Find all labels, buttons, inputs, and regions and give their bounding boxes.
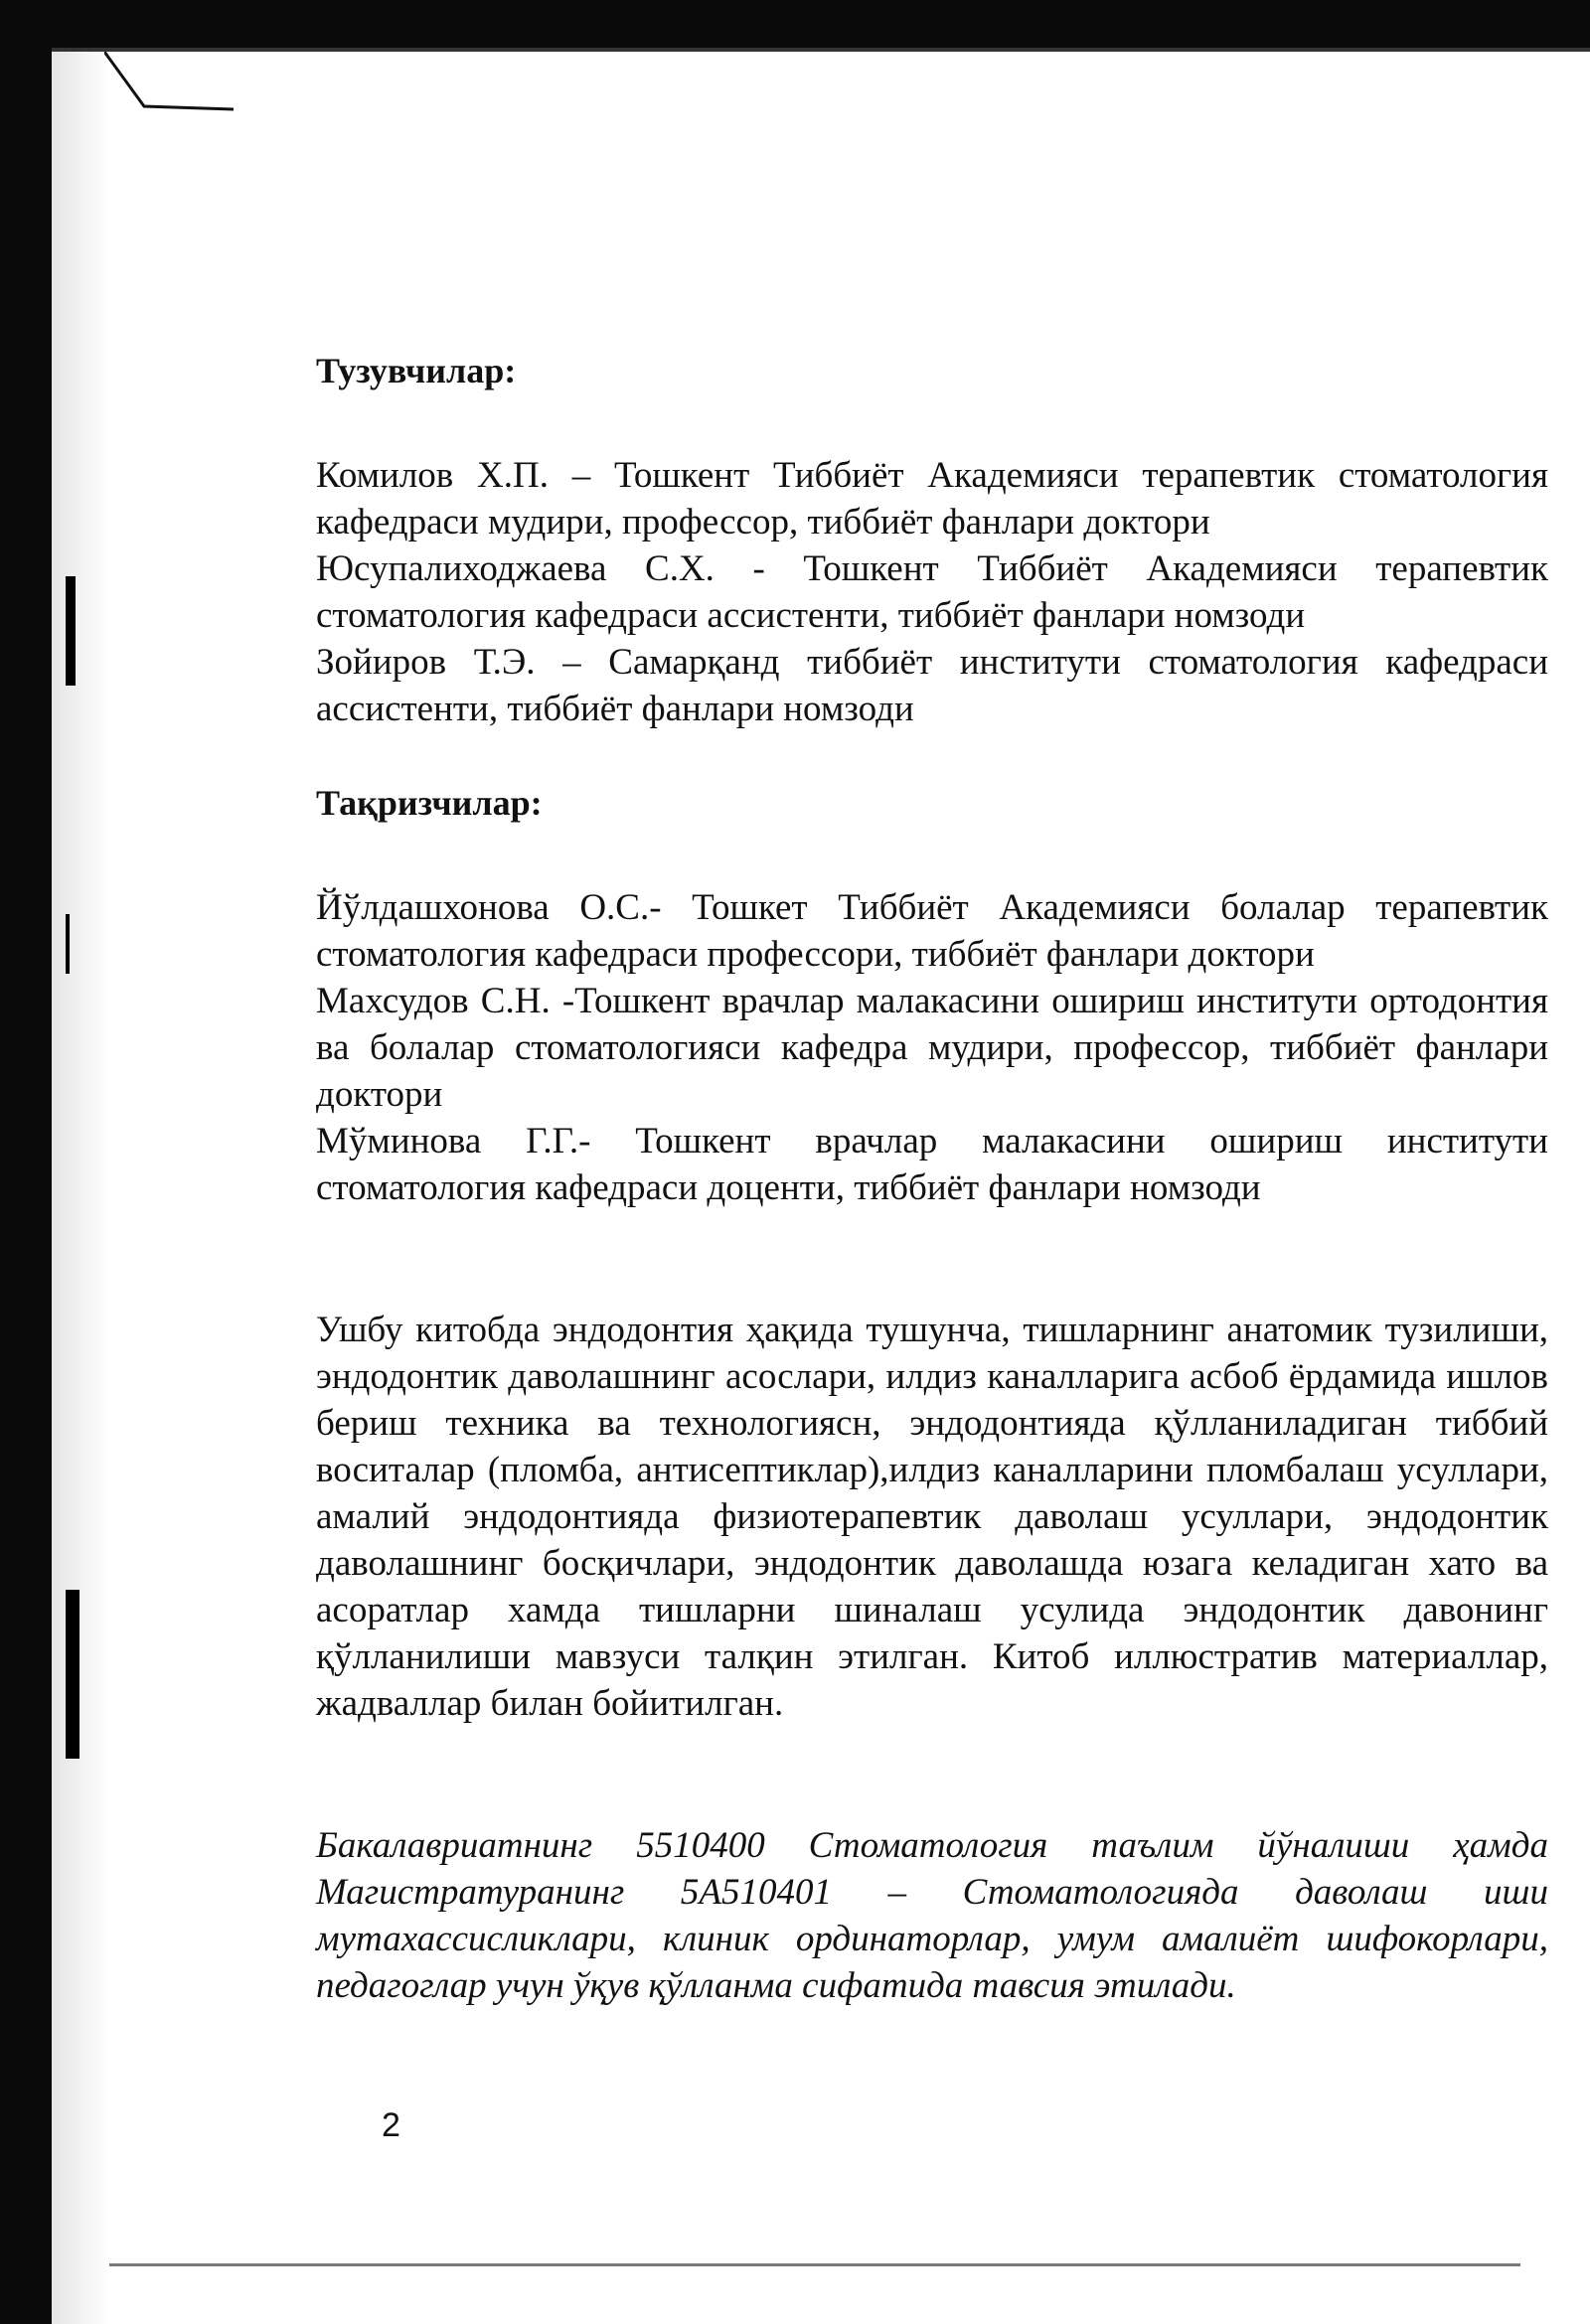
- recommendation-paragraph: Бакалавриатнинг 5510400 Стоматология таълим йўналиши ҳамда Магистратуранинг 5А510401 – Стоматологияда даволаш иши мутахассисликлари, клиник ординаторлар, умум амалиёт шифокорлари, педагоглар учун ўқув қўлланма сифатида тавсия этилади.: [316, 1825, 1548, 2006]
- scan-corner-mark: [104, 52, 234, 111]
- scan-bottom-line: [109, 2263, 1520, 2266]
- scan-border-left: [0, 0, 52, 2324]
- document-page: [316, 348, 1548, 2009]
- page-number: 2: [382, 2106, 400, 2144]
- reviewers-heading: Тақризчилар:: [316, 783, 543, 823]
- compiler-entry: Зойиров Т.Э. – Самарқанд тиббиёт институти стоматология кафедраси ассистенти, тиббиёт фанлари номзоди: [316, 642, 1548, 729]
- scan-border-top: [0, 0, 1590, 48]
- scan-artifact-bar: [66, 576, 76, 686]
- scan-artifact-bar: [66, 914, 70, 974]
- compiler-entry: Юсупалиходжаева С.Х. - Тошкент Тиббиёт Академияси терапевтик стоматология кафедраси ассистенти, тиббиёт фанлари номзоди: [316, 548, 1548, 636]
- reviewers-list: [316, 884, 1548, 1211]
- reviewer-entry: Мўминова Г.Г.- Тошкент врачлар малакасини ошириш институти стоматология кафедраси доценти, тиббиёт фанлари номзоди: [316, 1121, 1548, 1208]
- scan-border-top-inner: [52, 48, 1590, 52]
- scan-margin-shadow: [52, 52, 111, 2324]
- compilers-list: [316, 452, 1548, 732]
- scan-artifact-bar: [66, 1590, 80, 1759]
- compiler-entry: Комилов Х.П. – Тошкент Тиббиёт Академияси терапевтик стоматология кафедраси мудири, профессор, тиббиёт фанлари доктори: [316, 455, 1548, 542]
- abstract-paragraph: Ушбу китобда эндодонтия ҳақида тушунча, тишларнинг анатомик тузилиши, эндодонтик даволашнинг асослари, илдиз каналларига асбоб ёрдамида ишлов бериш техника ва технологиясн, эндодонтияда қўлланиладиган тиббий воситалар (пломба, антисептиклар),илдиз каналларини пломбалаш усуллари, амалий эндодонтияда физиотерапевтик даволаш усуллари, эндодонтик даволашнинг босқичлари, эндодонтик даволашда юзага келадиган хато ва асоратлар хамда тишларни шиналаш усулида эндодонтик давонинг қўлланилиши мавзуси талқин этилган. Китоб иллюстратив материаллар, жадваллар билан бойитилган.: [316, 1310, 1548, 1724]
- reviewer-entry: Махсудов С.Н. -Тошкент врачлар малакасини ошириш институти ортодонтия ва болалар стоматологияси кафедра мудири, профессор, тиббиёт фанлари доктори: [316, 981, 1548, 1115]
- compilers-heading: Тузувчилар:: [316, 351, 517, 390]
- reviewer-entry: Йўлдашхонова О.С.- Тошкет Тиббиёт Академияси болалар терапевтик стоматология кафедраси профессори, тиббиёт фанлари доктори: [316, 887, 1548, 975]
